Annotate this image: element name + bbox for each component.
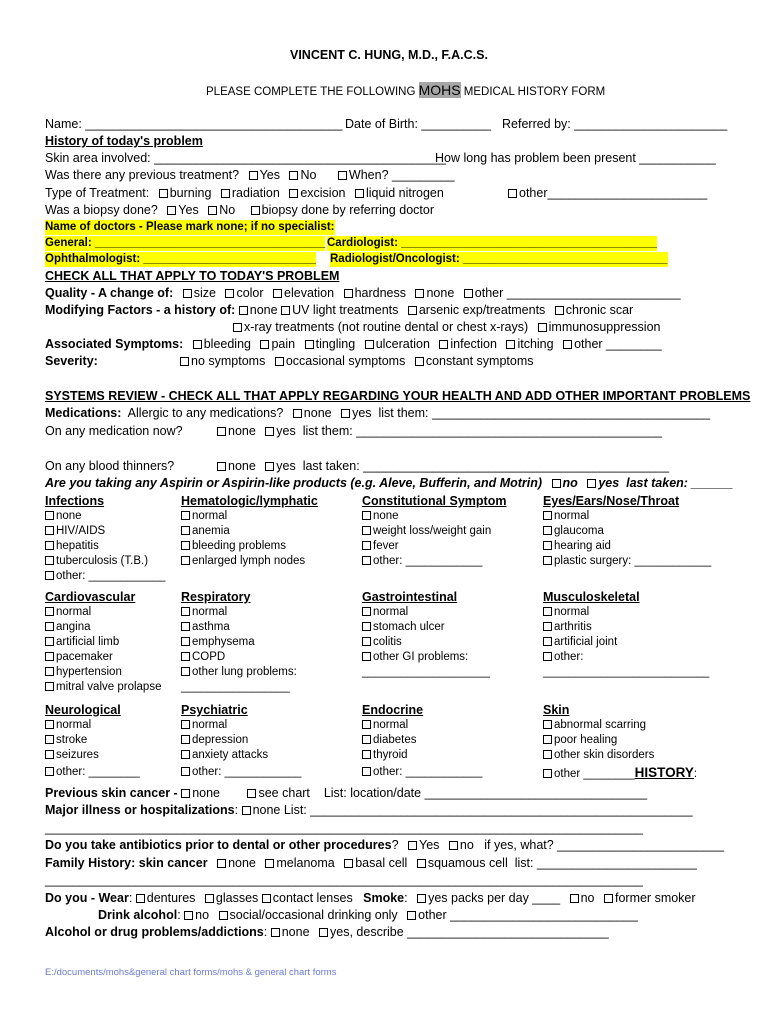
cardiologist-field[interactable]: Cardiologist: ________________________________________ (327, 237, 657, 249)
ulceration-checkbox[interactable] (365, 340, 374, 349)
dentures-checkbox[interactable] (136, 894, 145, 903)
wear-row: Do you - Wear: dentures glasses contact lenses Smoke: yes packs per day ____ no former smoker (45, 891, 696, 905)
referred-field[interactable]: Referred by: ______________________ (502, 117, 728, 131)
cv-normal-checkbox[interactable] (45, 607, 54, 616)
colitis-checkbox[interactable] (362, 637, 371, 646)
ulcer-checkbox[interactable] (362, 622, 371, 631)
former-smoker-checkbox[interactable] (604, 894, 613, 903)
mod-none-checkbox[interactable] (239, 306, 248, 315)
excision-checkbox[interactable] (289, 189, 298, 198)
family-history-row: Family History: skin cancer none melanoma basal cell squamous cell list: _______________________ (45, 856, 697, 870)
thinners-yes-checkbox[interactable] (265, 462, 274, 471)
resp-other-checkbox[interactable] (181, 667, 190, 676)
smoke-no-checkbox[interactable] (570, 894, 579, 903)
medication-none-checkbox[interactable] (217, 427, 226, 436)
name-field[interactable]: Name: _____________________________________ (45, 117, 343, 131)
lymph-checkbox[interactable] (181, 556, 190, 565)
duration-field[interactable]: How long has problem been present ___________ (435, 151, 716, 165)
biopsy-row: Was a biopsy done? Yes No biopsy done by referring doctor (45, 203, 434, 217)
smoke-yes-checkbox[interactable] (417, 894, 426, 903)
seizures-checkbox[interactable] (45, 750, 54, 759)
allergy-row: Medications: Allergic to any medications? none yes list them: ________________________________________ (45, 406, 711, 420)
antibio-no-checkbox[interactable] (449, 841, 458, 850)
modifying-row: Modifying Factors - a history of: none UV light treatments arsenic exp/treatments chronic scar (45, 303, 634, 317)
antibio-yes-checkbox[interactable] (408, 841, 417, 850)
color-checkbox[interactable] (225, 289, 234, 298)
artificial-limb-checkbox[interactable] (45, 637, 54, 646)
quality-none-checkbox[interactable] (415, 289, 424, 298)
drink-other-checkbox[interactable] (407, 911, 416, 920)
modifying-row-2: x-ray treatments (not routine dental or chest x-rays) immunosuppression (233, 320, 660, 335)
itching-checkbox[interactable] (506, 340, 515, 349)
treatment-other: other_______________________ (508, 186, 707, 201)
weight-checkbox[interactable] (362, 526, 371, 535)
eent-normal-checkbox[interactable] (543, 511, 552, 520)
radiologist-field[interactable]: Radiologist/Oncologist: ________________________________ (330, 253, 668, 265)
alcohol-none-checkbox[interactable] (271, 928, 280, 937)
allergy-yes-checkbox[interactable] (341, 409, 350, 418)
musc-normal-checkbox[interactable] (543, 607, 552, 616)
drink-row: Drink alcohol: no social/occasional drinking only other ___________________________ (98, 908, 638, 922)
emphysema-checkbox[interactable] (181, 637, 190, 646)
bleeding-checkbox[interactable] (193, 340, 202, 349)
quality-other-checkbox[interactable] (464, 289, 473, 298)
pacemaker-checkbox[interactable] (45, 652, 54, 661)
prev-treat-yes-checkbox[interactable] (249, 171, 258, 180)
treatment-type-row: Type of Treatment: burning radiation excision liquid nitrogen (45, 186, 444, 200)
drink-no-checkbox[interactable] (184, 911, 193, 920)
footer-path: E:/documents/mohs&general chart forms/mohs & general chart forms (45, 967, 337, 978)
thinners-label: On any blood thinners? (45, 459, 175, 473)
history-label: HISTORY (634, 765, 694, 780)
dob-field[interactable]: Date of Birth: __________ (345, 117, 491, 131)
infection-checkbox[interactable] (439, 340, 448, 349)
hardness-checkbox[interactable] (344, 289, 353, 298)
major-illness-row: Major illness or hospitalizations: none List: _______________________________________________________ (45, 803, 693, 817)
arthritis-checkbox[interactable] (543, 622, 552, 631)
social-drinking-checkbox[interactable] (219, 911, 228, 920)
angina-checkbox[interactable] (45, 622, 54, 631)
alcohol-yes-checkbox[interactable] (319, 928, 328, 937)
form-instructions: PLEASE COMPLETE THE FOLLOWING MOHS MEDICAL HISTORY FORM (206, 82, 606, 98)
prev-skin-cancer-row: Previous skin cancer - none see chart List: location/date ________________________________ (45, 786, 648, 800)
neuro-other-checkbox[interactable] (45, 767, 54, 776)
mitral-checkbox[interactable] (45, 682, 54, 691)
cardiovascular-column: Cardiovascular normal angina artificial limb pacemaker hypertension mitral valve prolapse (45, 590, 162, 693)
basal-checkbox[interactable] (344, 859, 353, 868)
elevation-checkbox[interactable] (273, 289, 282, 298)
psych-normal-checkbox[interactable] (181, 720, 190, 729)
skin-disorders-checkbox[interactable] (543, 750, 552, 759)
burning-checkbox[interactable] (159, 189, 168, 198)
associated-row: Associated Symptoms: bleeding pain tingling ulceration infection itching other ________ (45, 337, 662, 351)
skin-other-checkbox[interactable] (543, 769, 552, 778)
skin-column: Skin abnormal scarring poor healing other skin disorders other ________HISTORY: (543, 703, 698, 780)
inf-other-checkbox[interactable] (45, 571, 54, 580)
severity-label: Severity: (45, 354, 98, 368)
family-none-checkbox[interactable] (217, 859, 226, 868)
scarring-checkbox[interactable] (543, 720, 552, 729)
ophthalmologist-field[interactable]: Ophthalmologist: ___________________________ (45, 253, 317, 265)
alcohol-row: Alcohol or drug problems/addictions: none yes, describe _____________________________ (45, 925, 609, 939)
gi-normal-checkbox[interactable] (362, 607, 371, 616)
on-medication-label: On any medication now? (45, 424, 183, 438)
aspirin-no-checkbox[interactable] (552, 479, 561, 488)
plastic-surgery-checkbox[interactable] (543, 556, 552, 565)
severity-row: no symptoms occasional symptoms constant symptoms (180, 354, 534, 369)
uv-checkbox[interactable] (281, 306, 290, 315)
family-history-line[interactable]: ______________________________________________________________________________________ (45, 873, 643, 887)
allergy-none-checkbox[interactable] (293, 409, 302, 418)
on-medication-row: none yes list them: ____________________________________________ (217, 424, 662, 439)
prev-treat-no-checkbox[interactable] (289, 171, 298, 180)
endo-other-checkbox[interactable] (362, 767, 371, 776)
musculoskeletal-column: Musculoskeletal normal arthritis artificial joint other: __________________________ (543, 590, 710, 678)
copd-checkbox[interactable] (181, 652, 190, 661)
thyroid-checkbox[interactable] (362, 750, 371, 759)
constant-checkbox[interactable] (415, 357, 424, 366)
poor-healing-checkbox[interactable] (543, 735, 552, 744)
hem-normal-checkbox[interactable] (181, 511, 190, 520)
prev-skin-none-checkbox[interactable] (181, 789, 190, 798)
resp-normal-checkbox[interactable] (181, 607, 190, 616)
immuno-checkbox[interactable] (538, 323, 547, 332)
fever-checkbox[interactable] (362, 541, 371, 550)
stroke-checkbox[interactable] (45, 735, 54, 744)
prev-treat-when-checkbox[interactable] (338, 171, 347, 180)
major-illness-line[interactable]: ______________________________________________________________________________________ (45, 821, 643, 835)
artificial-joint-checkbox[interactable] (543, 637, 552, 646)
liquid-nitrogen-checkbox[interactable] (355, 189, 364, 198)
contacts-checkbox[interactable] (262, 894, 271, 903)
assoc-other-checkbox[interactable] (563, 340, 572, 349)
psych-other-checkbox[interactable] (181, 767, 190, 776)
melanoma-checkbox[interactable] (265, 859, 274, 868)
medication-yes-checkbox[interactable] (265, 427, 274, 436)
inf-none-checkbox[interactable] (45, 511, 54, 520)
radiation-checkbox[interactable] (221, 189, 230, 198)
quality-row: Quality - A change of: size color elevation hardness none other _________________________ (45, 286, 681, 300)
psychiatric-column: Psychiatric normal depression anxiety attacks other: ____________ (181, 703, 302, 778)
neurological-column: Neurological normal stroke seizures other: ________ (45, 703, 140, 778)
check-heading: CHECK ALL THAT APPLY TO TODAY'S PROBLEM (45, 269, 340, 283)
chronic-scar-checkbox[interactable] (555, 306, 564, 315)
antibiotics-row: Do you take antibiotics prior to dental or other procedures? Yes no if yes, what? ________________________ (45, 838, 725, 852)
pain-checkbox[interactable] (260, 340, 269, 349)
bleeding-problems-checkbox[interactable] (181, 541, 190, 550)
hepatitis-checkbox[interactable] (45, 541, 54, 550)
squamous-checkbox[interactable] (417, 859, 426, 868)
anemia-checkbox[interactable] (181, 526, 190, 535)
treatment-other-checkbox[interactable] (508, 189, 517, 198)
const-other-checkbox[interactable] (362, 556, 371, 565)
size-checkbox[interactable] (183, 289, 192, 298)
arsenic-checkbox[interactable] (408, 306, 417, 315)
neuro-normal-checkbox[interactable] (45, 720, 54, 729)
tingling-checkbox[interactable] (305, 340, 314, 349)
tb-checkbox[interactable] (45, 556, 54, 565)
aspirin-yes-checkbox[interactable] (587, 479, 596, 488)
aspirin-row: Are you taking any Aspirin or Aspirin-like products (e.g. Aleve, Bufferin, and Motrin) no yes last taken: ______ (45, 476, 734, 490)
biopsy-referring-checkbox[interactable] (251, 206, 260, 215)
musc-other-checkbox[interactable] (543, 652, 552, 661)
hiv-checkbox[interactable] (45, 526, 54, 535)
thinners-none-checkbox[interactable] (217, 462, 226, 471)
anxiety-checkbox[interactable] (181, 750, 190, 759)
asthma-checkbox[interactable] (181, 622, 190, 631)
respiratory-column: Respiratory normal asthma emphysema COPD other lung problems: _________________ (181, 590, 297, 693)
xray-checkbox[interactable] (233, 323, 242, 332)
doctors-heading: Name of doctors - Please mark none; if no specialist: (45, 221, 335, 233)
prev-treatment-row: Was there any previous treatment? Yes No When? _________ (45, 168, 455, 182)
hearing-aid-checkbox[interactable] (543, 541, 552, 550)
hematologic-column: Hematologic/lymphatic normal anemia bleeding problems enlarged lymph nodes (181, 494, 318, 567)
doctor-name: VINCENT C. HUNG, M.D., F.A.C.S. (290, 48, 488, 62)
skin-area-field[interactable]: Skin area involved: __________________________________________ (45, 151, 447, 165)
major-none-checkbox[interactable] (242, 806, 251, 815)
endocrine-column: Endocrine normal diabetes thyroid other: ____________ (362, 703, 483, 778)
depression-checkbox[interactable] (181, 735, 190, 744)
history-heading: History of today's problem (45, 134, 203, 148)
const-none-checkbox[interactable] (362, 511, 371, 520)
glasses-checkbox[interactable] (205, 894, 214, 903)
endo-normal-checkbox[interactable] (362, 720, 371, 729)
constitutional-column: Constitutional Symptom none weight loss/weight gain fever other: ____________ (362, 494, 507, 567)
biopsy-yes-checkbox[interactable] (167, 206, 176, 215)
gastro-column: Gastrointestinal normal stomach ulcer colitis other GI problems: ____________________ (362, 590, 490, 678)
no-symptoms-checkbox[interactable] (180, 357, 189, 366)
biopsy-no-checkbox[interactable] (208, 206, 217, 215)
gi-other-checkbox[interactable] (362, 652, 371, 661)
see-chart-checkbox[interactable] (247, 789, 256, 798)
infections-column: Infections none HIV/AIDS hepatitis tuberculosis (T.B.) other: ____________ (45, 494, 166, 582)
occasional-checkbox[interactable] (275, 357, 284, 366)
diabetes-checkbox[interactable] (362, 735, 371, 744)
systems-heading: SYSTEMS REVIEW - CHECK ALL THAT APPLY REGARDING YOUR HEALTH AND ADD OTHER IMPORTANT PROBLEMS (45, 389, 751, 403)
glaucoma-checkbox[interactable] (543, 526, 552, 535)
thinners-row: none yes last taken: ____________________________________________ (217, 459, 669, 474)
general-doctor-field[interactable]: General: ____________________________________ (45, 237, 326, 249)
hypertension-checkbox[interactable] (45, 667, 54, 676)
eent-column: Eyes/Ears/Nose/Throat normal glaucoma hearing aid plastic surgery: ____________ (543, 494, 712, 567)
